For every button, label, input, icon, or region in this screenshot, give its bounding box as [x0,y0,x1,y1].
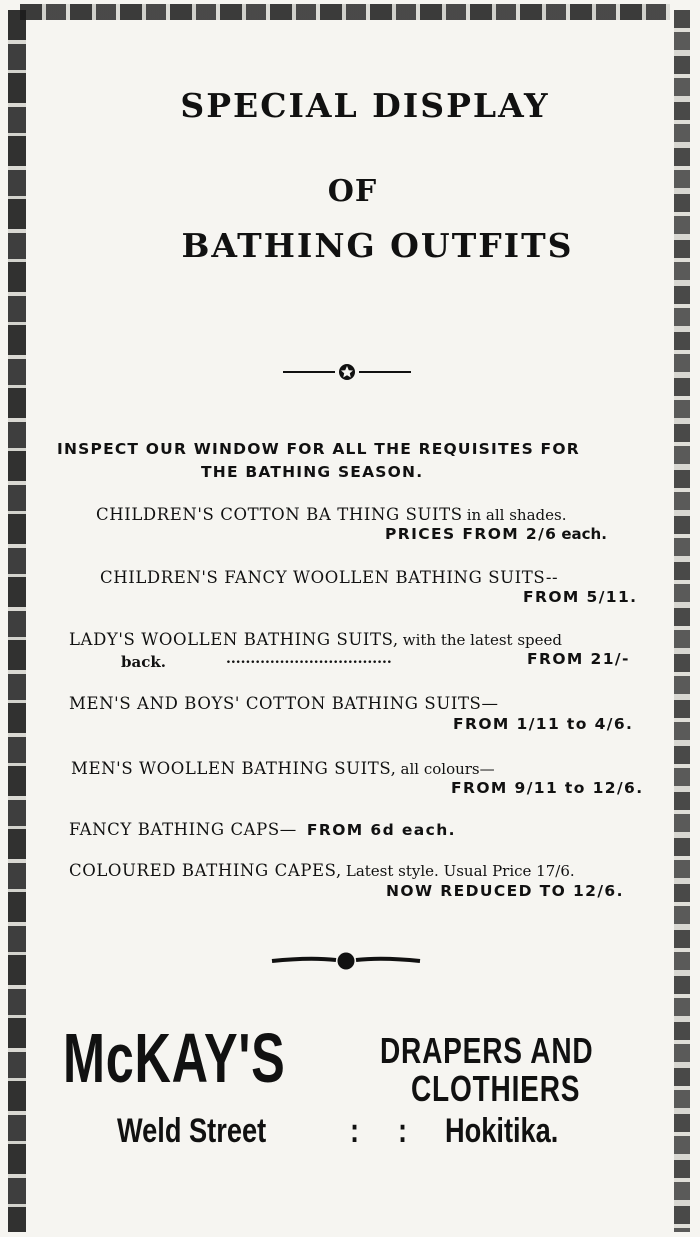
item-description-extra: all colours— [400,760,495,778]
item-price: FROM 6d each. [306,821,456,839]
headline-line-1: SPECIAL DISPLAY [180,86,550,125]
item-description: LADY'S WOOLLEN BATHING SUITS, [69,630,399,649]
store-name: McKAY'S [63,1019,286,1097]
item-description: MEN'S AND BOYS' COTTON BATHING SUITS— [69,694,499,713]
address-separator: : [350,1112,360,1150]
store-tagline-line-2: CLOTHIERS [411,1068,581,1109]
list-item [69,861,575,881]
item-price: FROM 21/- [527,650,630,668]
item-price: FROM 9/11 to 12/6. [451,779,644,797]
item-price-text: PRICES FROM 2/6 [385,525,558,543]
item-description: MEN'S WOOLLEN BATHING SUITS, [71,759,397,778]
dot-leader: .................................. [226,651,392,667]
star-ornament-icon [283,360,411,384]
headline-line-2: OF [327,174,378,209]
item-price: FROM 5/11. [523,588,638,606]
address-separator: : [398,1112,408,1150]
decorative-border-top [20,4,670,20]
intro-line-1: INSPECT OUR WINDOW FOR ALL THE REQUISITES FOR [57,440,580,458]
item-description-extra: Latest style. Usual Price 17/6. [345,862,575,880]
street-address: Weld Street [117,1112,267,1150]
item-price: FROM 1/11 to 4/6. [453,715,634,733]
item-description-line-2: back. [121,653,166,671]
list-item [71,759,495,779]
item-description: CHILDREN'S FANCY WOOLLEN BATHING SUITS-- [100,568,559,587]
list-item [96,505,566,525]
town-name: Hokitika. [445,1112,559,1150]
item-price: NOW REDUCED TO 12/6. [386,882,624,900]
list-item [69,820,456,840]
item-price-suffix: each. [561,525,607,543]
item-description: FANCY BATHING CAPS— [69,820,297,839]
item-description-extra: with the latest speed [402,631,562,649]
headline-line-3: BATHING OUTFITS [181,226,574,265]
store-tagline-line-1: DRAPERS AND [380,1030,594,1071]
item-description: COLOURED BATHING CAPES, [69,861,342,880]
intro-line-2: THE BATHING SEASON. [201,463,424,481]
list-item [69,630,562,650]
item-price [385,525,607,544]
item-description: CHILDREN'S COTTON BA THING SUITS [96,505,463,524]
dot-ornament-icon [270,947,422,975]
item-description-extra: in all shades. [466,506,567,524]
